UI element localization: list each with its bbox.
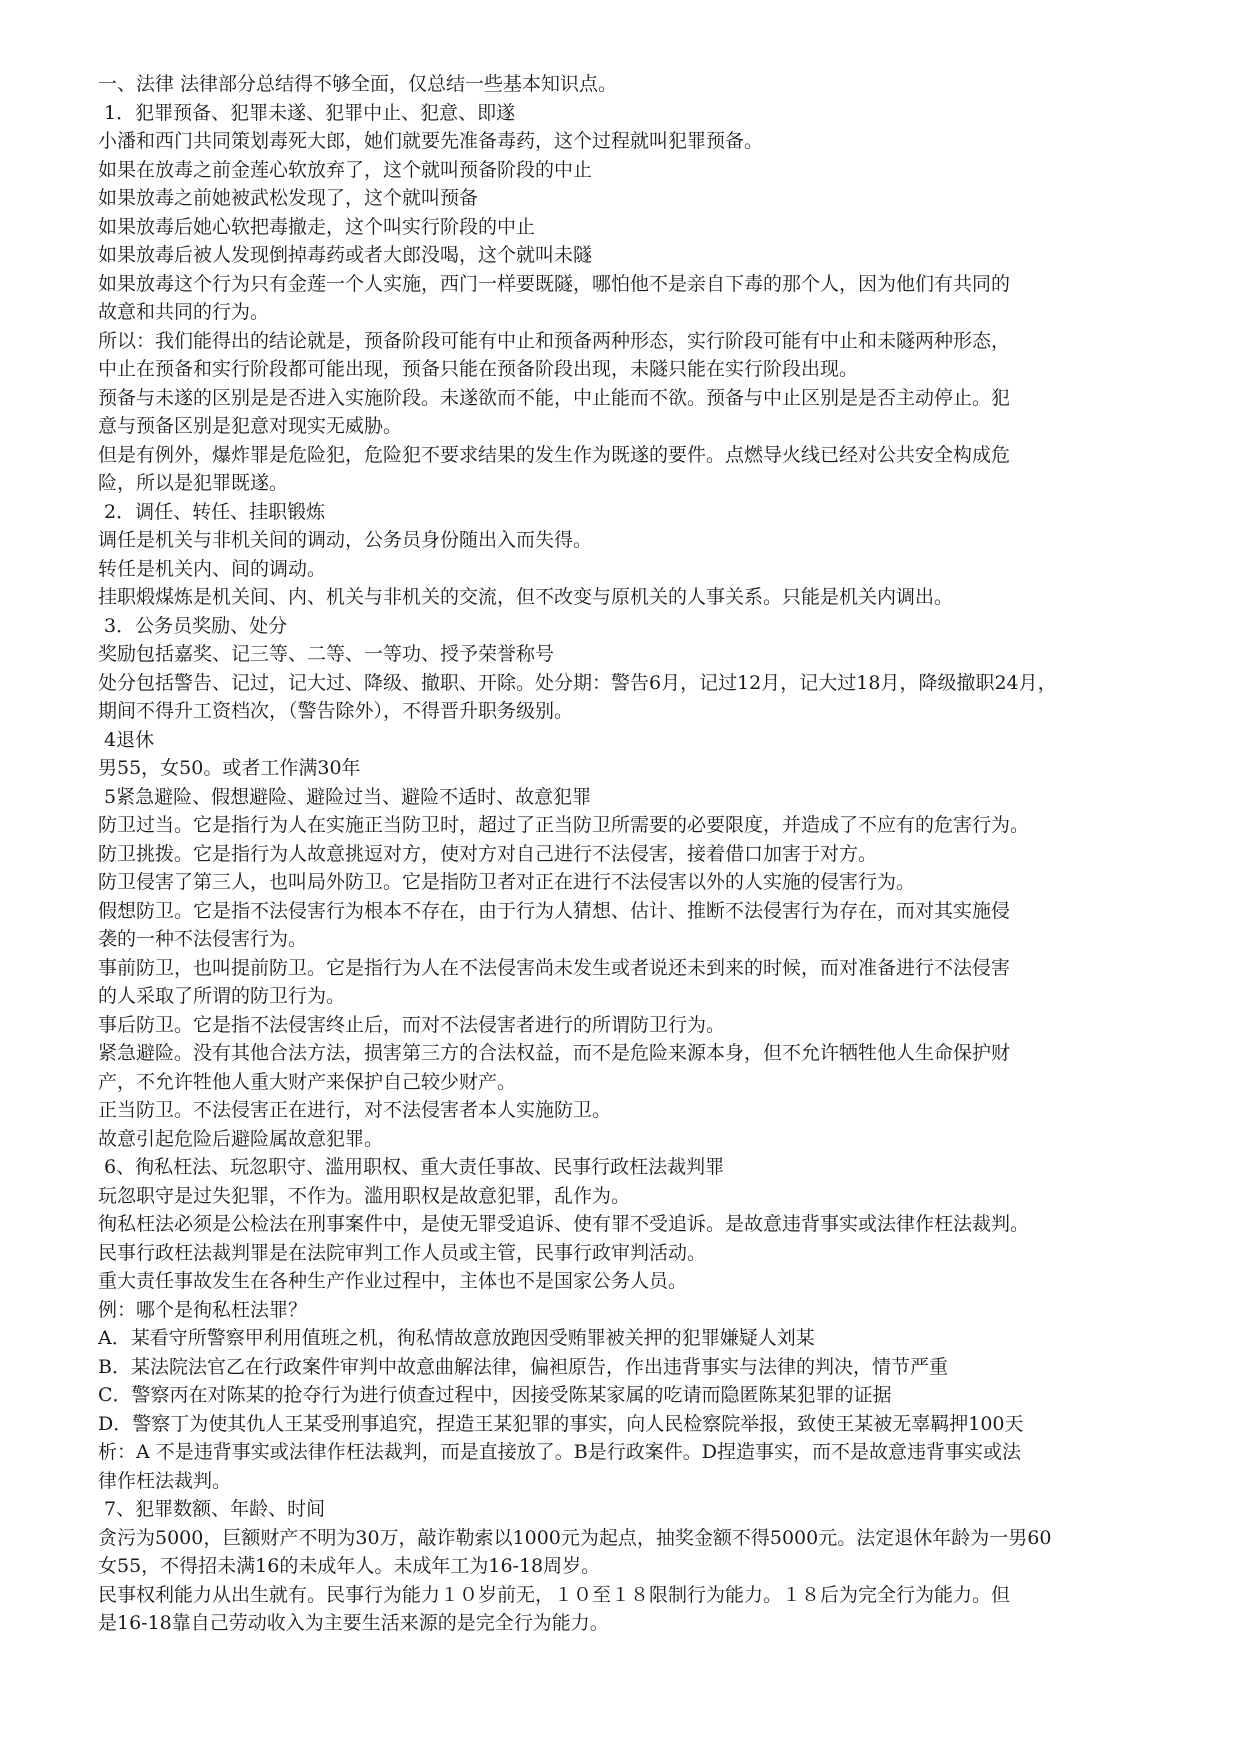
text-line: 玩忽职守是过失犯罪，不作为。滥用职权是故意犯罪，乱作为。 bbox=[98, 1184, 631, 1207]
option-b: B．某法院法官乙在行政案件审判中故意曲解法律，偏袒原告，作出违背事实与法律的判决，情节严重 bbox=[98, 1355, 948, 1378]
text-line: 的人采取了所谓的防卫行为。 bbox=[98, 985, 346, 1007]
text-line: 所以：我们能得出的结论就是，预备阶段可能有中止和预备两种形态，实行阶段可能有中止和未隧两种形态， bbox=[98, 329, 1011, 352]
subheading-2: 2．调任、转任、挂职锻炼 bbox=[98, 500, 326, 523]
subheading-3: 3．公务员奖励、处分 bbox=[98, 614, 288, 637]
text-line: 贪污为5000，巨额财产不明为30万，敲诈勒索以1000元为起点，抽奖金额不得5000元。法定退休年龄为一男60 bbox=[98, 1526, 1052, 1549]
text-line: 徇私枉法必须是公检法在刑事案件中，是使无罪受追诉、使有罪不受追诉。是故意违背事实或法律作枉法裁判。 bbox=[98, 1213, 1030, 1235]
text-line: 民事权利能力从出生就有。民事行为能力１０岁前无，１０至１８限制行为能力。１８后为完全行为能力。但 bbox=[98, 1583, 1011, 1606]
option-c: C．警察丙在对陈某的抢夺行为进行侦查过程中，因接受陈某家属的吃请而隐匿陈某犯罪的证据 bbox=[98, 1384, 892, 1406]
text-line: 袭的一种不法侵害行为。 bbox=[98, 928, 308, 950]
subheading-1: 1．犯罪预备、犯罪未遂、犯罪中止、犯意、即遂 bbox=[98, 101, 516, 124]
subheading-6: 6、徇私枉法、玩忽职守、滥用职权、重大责任事故、民事行政枉法裁判罪 bbox=[98, 1156, 725, 1178]
subheading-4: 4退休 bbox=[98, 728, 155, 751]
example-question: 例：哪个是徇私枉法罪？ bbox=[98, 1298, 308, 1321]
text-line: 转任是机关内、间的调动。 bbox=[98, 557, 327, 580]
document-page bbox=[98, 70, 1148, 1638]
text-line: 险，所以是犯罪既遂。 bbox=[98, 472, 289, 494]
text-line: 重大责任事故发生在各种生产作业过程中，主体也不是国家公务人员。 bbox=[98, 1270, 688, 1292]
text-line: 预备与未遂的区别是是否进入实施阶段。未遂欲而不能，中止能而不欲。预备与中止区别是是否主动停止。犯 bbox=[98, 386, 1011, 409]
text-line: 女55，不得招未满16的未成年人。未成年工为16-18周岁。 bbox=[98, 1555, 601, 1577]
text-line: 防卫挑拨。它是指行为人故意挑逗对方，使对方对自己进行不法侵害，接着借口加害于对方。 bbox=[98, 842, 878, 865]
text-line: 防卫侵害了第三人，也叫局外防卫。它是指防卫者对正在进行不法侵害以外的人实施的侵害行为。 bbox=[98, 871, 916, 893]
subheading-7: 7、犯罪数额、年龄、时间 bbox=[98, 1498, 326, 1520]
text-line: 紧急避险。没有其他合法方法，损害第三方的合法权益，而不是危险来源本身，但不允许牺牲他人生命保护财 bbox=[98, 1042, 1011, 1064]
text-line: 如果放毒后被人发现倒掉毒药或者大郎没喝，这个就叫未隧 bbox=[98, 244, 593, 266]
option-d: D．警察丁为使其仇人王某受刑事追究，捏造王某犯罪的事实，向人民检察院举报，致使王某被无辜羁押100天 bbox=[98, 1412, 1024, 1435]
text-line: 如果放毒后她心软把毒撤走，这个叫实行阶段的中止 bbox=[98, 215, 536, 238]
text-line: 故意和共同的行为。 bbox=[98, 301, 270, 323]
text-line: 如果放毒这个行为只有金莲一个人实施，西门一样要既隧，哪怕他不是亲自下毒的那个人，因为他们有共同的 bbox=[98, 272, 1011, 295]
text-line: 是16-18靠自己劳动收入为主要生活来源的是完全行为能力。 bbox=[98, 1612, 609, 1634]
text-line: 故意引起危险后避险属故意犯罪。 bbox=[98, 1127, 384, 1150]
text-line: 男55，女50。或者工作满30年 bbox=[98, 757, 361, 779]
analysis-line: 律作枉法裁判。 bbox=[98, 1469, 232, 1492]
subheading-5: 5紧急避险、假想避险、避险过当、避险不适时、故意犯罪 bbox=[98, 785, 592, 808]
text-line: 产，不允许牲他人重大财产来保护自己较少财产。 bbox=[98, 1070, 517, 1093]
text-line: 事后防卫。它是指不法侵害终止后，而对不法侵害者进行的所谓防卫行为。 bbox=[98, 1013, 726, 1036]
text-line: 如果放毒之前她被武松发现了，这个就叫预备 bbox=[98, 187, 479, 209]
text-line: 正当防卫。不法侵害正在进行，对不法侵害者本人实施防卫。 bbox=[98, 1099, 612, 1121]
text-line: 调任是机关与非机关间的调动，公务员身份随出入而失得。 bbox=[98, 529, 593, 551]
text-line: 处分包括警告、记过，记大过、降级、撤职、开除。处分期：警告6月，记过12月，记大过18月，降级撤职24月， bbox=[98, 671, 1057, 694]
text-line: 挂职煅煤炼是机关间、内、机关与非机关的交流，但不改变与原机关的人事关系。只能是机关内调出。 bbox=[98, 586, 954, 608]
text-line: 事前防卫，也叫提前防卫。它是指行为人在不法侵害尚未发生或者说还未到来的时候，而对准备进行不法侵害 bbox=[98, 956, 1011, 979]
text-line: 民事行政枉法裁判罪是在法院审判工作人员或主管，民事行政审判活动。 bbox=[98, 1241, 707, 1264]
text-line: 但是有例外，爆炸罪是危险犯，危险犯不要求结果的发生作为既遂的要件。点燃导火线已经对公共安全构成危 bbox=[98, 443, 1011, 466]
analysis-line: 析：A 不是违背事实或法律作枉法裁判，而是直接放了。B是行政案件。D捏造事实，而不是故意违背事实或法 bbox=[98, 1441, 1021, 1463]
text-line: 意与预备区别是犯意对现实无威胁。 bbox=[98, 415, 403, 437]
text-line: 奖励包括嘉奖、记三等、二等、一等功、授予荣誉称号 bbox=[98, 643, 555, 665]
option-a: A．某看守所警察甲利用值班之机，徇私情故意放跑因受贿罪被关押的犯罪嫌疑人刘某 bbox=[98, 1327, 815, 1349]
text-line: 防卫过当。它是指行为人在实施正当防卫时，超过了正当防卫所需要的必要限度，并造成了不应有的危害行为。 bbox=[98, 814, 1030, 836]
text-line: 假想防卫。它是指不法侵害行为根本不存在，由于行为人猜想、估计、推断不法侵害行为存在，而对其实施侵 bbox=[98, 899, 1011, 922]
section-heading-law: 一、法律 法律部分总结得不够全面，仅总结一些基本知识点。 bbox=[98, 73, 618, 95]
text-line: 小潘和西门共同策划毒死大郎，她们就要先准备毒药，这个过程就叫犯罪预备。 bbox=[98, 130, 764, 152]
text-line: 期间不得升工资档次，（警告除外），不得晋升职务级别。 bbox=[98, 700, 574, 722]
text-line: 中止在预备和实行阶段都可能出现，预备只能在预备阶段出现，未隧只能在实行阶段出现。 bbox=[98, 358, 859, 380]
text-line: 如果在放毒之前金莲心软放弃了，这个就叫预备阶段的中止 bbox=[98, 158, 593, 181]
